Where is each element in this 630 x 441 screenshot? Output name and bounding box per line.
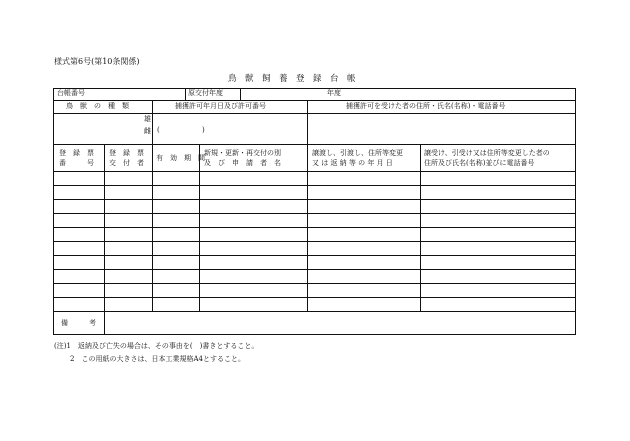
row1-divider-b: [240, 88, 241, 100]
body-line: [53, 213, 576, 214]
permit-divider: [307, 100, 308, 144]
receiver-header-1: 譲受け、引受け又は住所等変更した者の: [424, 149, 550, 157]
row2-bottom-line: [53, 113, 576, 114]
note-1: (注)1 返納及び亡失の場合は、その事由を( )書きとすること。: [54, 342, 259, 350]
capture-permit-label: 捕獲許可年月日及び許可番号: [175, 102, 266, 110]
species-label: 鳥 獣 の 種 類: [66, 102, 129, 110]
year-suffix: 年度: [327, 89, 341, 97]
species-divider: [152, 100, 153, 144]
receiver-header-2: 住所及び氏名(名称)並びに電話番号: [424, 159, 535, 167]
male-label: 雄: [144, 115, 151, 123]
remarks-divider: [104, 311, 105, 335]
body-line: [53, 171, 576, 172]
body-line: [53, 255, 576, 256]
body-line: [53, 227, 576, 228]
column-header-top-line: [53, 144, 576, 145]
female-label: 雌: [144, 127, 151, 135]
validity-header: 有 効 期 間: [156, 154, 205, 162]
origin-year-label: 原交付年度: [188, 89, 223, 97]
paren-close: ): [202, 126, 205, 134]
remarks-label: 備 考: [61, 319, 96, 327]
body-line: [53, 269, 576, 270]
renewal-header-1: 新規・更新・再交付の別: [204, 149, 281, 157]
reg-issuer-header-2: 交 付 者: [109, 159, 144, 167]
page-title: 鳥 獣 飼 養 登 録 台 帳: [228, 74, 356, 84]
body-line: [53, 241, 576, 242]
renewal-header-2: 及 び 申 請 者 名: [204, 159, 281, 167]
reg-number-header-2: 番 号: [59, 159, 94, 167]
body-line: [53, 297, 576, 298]
ledger-number-label: 台帳番号: [57, 89, 85, 97]
permittee-label: 捕獲許可を受けた者の住所・氏名(名称)・電話番号: [346, 102, 506, 110]
reg-issuer-header-1: 登 録 票: [109, 149, 144, 157]
note-2: 2 この用紙の大きさは、日本工業規格A4とすること。: [70, 355, 245, 363]
transfer-header-2: 又 は 返 納 等 の 年 月 日: [312, 159, 393, 167]
body-line: [53, 199, 576, 200]
transfer-header-1: 譲渡し、引渡し、住所等変更: [312, 149, 403, 157]
row1-divider-a: [185, 88, 186, 100]
form-number-label: 様式第6号(第10条関係): [54, 57, 140, 66]
body-line: [53, 283, 576, 284]
row1-bottom-line: [53, 100, 576, 101]
paren-open: (: [157, 126, 160, 134]
reg-number-header-1: 登 録 票: [59, 149, 94, 157]
body-line: [53, 185, 576, 186]
remarks-top-line: [53, 311, 576, 312]
